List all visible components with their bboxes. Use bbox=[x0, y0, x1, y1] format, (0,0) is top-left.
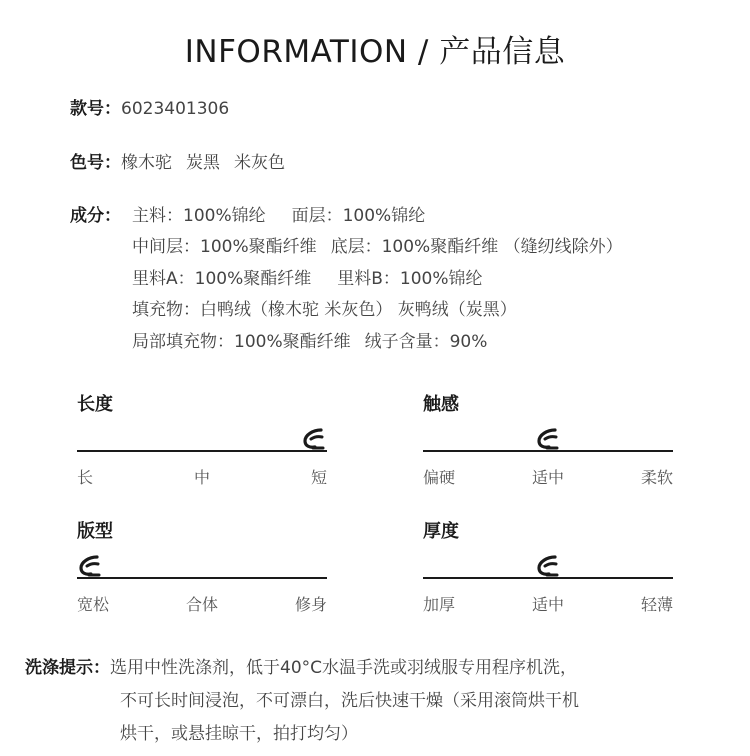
care-text: 不可长时间浸泡，不可漂白，洗后快速干燥（采用滚筒烘干机 bbox=[120, 691, 579, 711]
color-row bbox=[70, 148, 285, 173]
style-number-label: 款号： bbox=[70, 99, 121, 119]
color-label: 色号： bbox=[70, 153, 121, 173]
color-value: 炭黑 bbox=[186, 153, 220, 173]
scale-label-middle: 适中 bbox=[531, 468, 565, 487]
fit-scale bbox=[77, 517, 327, 627]
scale-label-right: 短 bbox=[310, 468, 327, 487]
care-text: 选用中性洗涤剂，低于40°C水温手洗或羽绒服专用程序机洗， bbox=[110, 658, 578, 678]
scale-label-right: 修身 bbox=[294, 595, 327, 614]
style-number-value: 6023401306 bbox=[121, 99, 230, 119]
composition-item: 中间层：100%聚酯纤维 bbox=[132, 237, 317, 257]
care-label: 洗涤提示： bbox=[25, 658, 110, 678]
composition-item: 里料B：100%锦纶 bbox=[337, 269, 483, 289]
composition-line bbox=[132, 201, 425, 226]
composition-item: 局部填充物：100%聚酯纤维 bbox=[132, 332, 351, 352]
page-title: INFORMATION / 产品信息 bbox=[184, 34, 566, 70]
composition-line bbox=[132, 264, 483, 289]
thickness-scale-title: 厚度 bbox=[423, 521, 459, 542]
scale-marker-icon bbox=[535, 554, 561, 578]
composition-item: 绒子含量：90% bbox=[364, 332, 488, 352]
scale-line bbox=[77, 577, 327, 579]
care-line bbox=[120, 719, 358, 744]
composition-line bbox=[132, 295, 517, 320]
scale-label-left: 长 bbox=[77, 468, 94, 487]
scale-label-middle: 中 bbox=[193, 468, 211, 487]
scale-label-middle: 合体 bbox=[185, 595, 219, 614]
scale-label-middle: 适中 bbox=[531, 595, 565, 614]
care-line bbox=[25, 653, 577, 678]
scale-label-right: 柔软 bbox=[640, 468, 673, 487]
feel-scale bbox=[423, 390, 673, 500]
color-value: 橡木驼 bbox=[121, 153, 172, 173]
scale-label-left: 宽松 bbox=[77, 595, 110, 614]
care-line bbox=[120, 686, 579, 711]
composition-label-text: 成分： bbox=[70, 206, 121, 226]
composition-item: 面层：100%锦纶 bbox=[291, 206, 426, 226]
care-text: 烘干，或悬挂晾干，拍打均匀） bbox=[120, 724, 358, 744]
scale-line bbox=[77, 450, 327, 452]
thickness-scale bbox=[423, 517, 673, 627]
feel-scale-title: 触感 bbox=[423, 394, 459, 415]
composition-label bbox=[70, 201, 121, 226]
length-scale bbox=[77, 390, 327, 500]
composition-item: 里料A：100%聚酯纤维 bbox=[132, 269, 312, 289]
composition-line bbox=[132, 232, 623, 257]
composition-item: 填充物：白鸭绒（橡木驼 米灰色） 灰鸭绒（炭黑） bbox=[132, 300, 517, 320]
composition-item: 主料：100%锦纶 bbox=[132, 206, 266, 226]
scale-label-left: 加厚 bbox=[423, 595, 456, 614]
color-value: 米灰色 bbox=[234, 153, 285, 173]
scale-label-left: 偏硬 bbox=[423, 468, 456, 487]
scale-marker-icon bbox=[535, 427, 561, 451]
fit-scale-title: 版型 bbox=[77, 521, 113, 542]
scale-label-right: 轻薄 bbox=[640, 595, 673, 614]
scale-marker-icon bbox=[301, 427, 327, 451]
composition-item: 底层：100%聚酯纤维 （缝纫线除外） bbox=[330, 237, 623, 257]
scale-marker-icon bbox=[77, 554, 103, 578]
style-number-row bbox=[70, 94, 229, 119]
composition-line bbox=[132, 327, 487, 352]
length-scale-title: 长度 bbox=[77, 394, 113, 415]
